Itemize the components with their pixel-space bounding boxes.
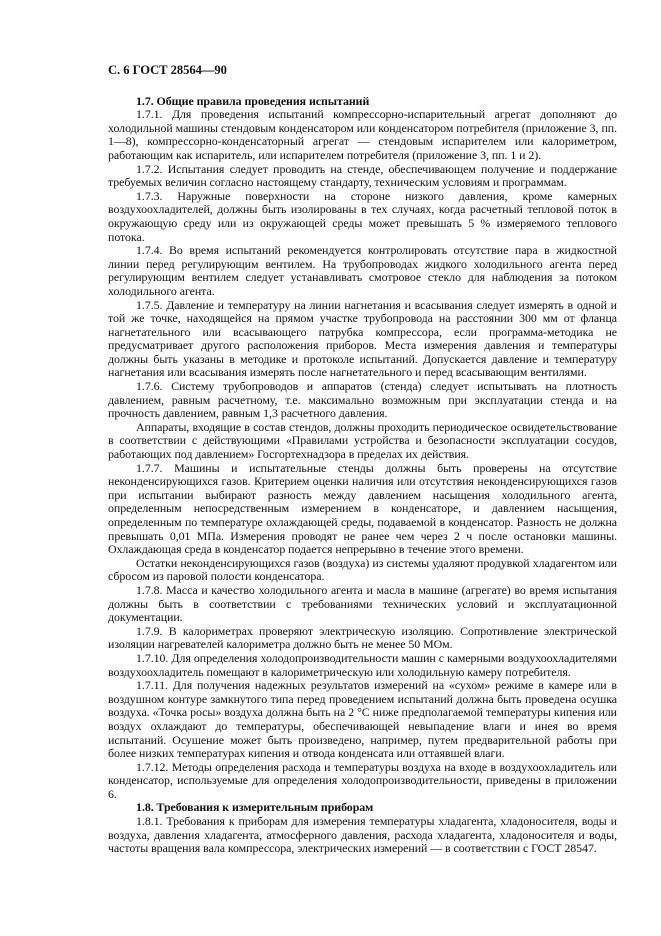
paragraph-1-7-6-apparatus: Аппараты, входящие в состав стендов, должны проходить периодическое освидетельствование в соответствии с действующими «Правилами устройства и безопасности эксплуатации сосудов, работающих под давлением» Госгортехнадзора в пределах их действия. (108, 419, 617, 462)
section-1-7-title: 1.7. Общие правила проведения испытаний (136, 93, 370, 108)
paragraph-1-7-7-residual-gases: Остатки неконденсирующихся газов (воздуха) из системы удаляют продувкой хладагентом или сбросом из паровой полости конденсатора. (108, 555, 617, 584)
paragraph-1-7-2: 1.7.2. Испытания следует проводить на стенде, обеспечивающем получение и поддержание требуемых величин согласно настоящему стандарту, техническим условиям и программам. (108, 161, 617, 190)
page-header: С. 6 ГОСТ 28564—90 (108, 63, 227, 77)
paragraph-1-7-3: 1.7.3. Наружные поверхности на стороне низкого давления, кроме камерных воздухоохладителей, должны быть изолированы в тех случаях, когда расчетный тепловой поток в окружающую среду или из окружающей среды может превышать 5 % измеряемого теплового потока. (108, 188, 617, 244)
paragraph-1-7-1: 1.7.1. Для проведения испытаний компрессорно-испарительный агрегат дополняют до холодильной машины стендовым конденсатором или конденсатором потребителя (приложение 3, пп. 1—8), компрессорно-конденсаторный агрегат — стендовым испарителем или калориметром, работающим как испаритель, или испарителем потребителя (приложение 3, пп. 1 и 2). (108, 107, 617, 162)
paragraph-1-7-11: 1.7.11. Для получения надежных результатов измерений на «сухом» режиме в камере или в воздушном контуре замкнутого типа перед проведением испытаний должна быть проведена осушка воздуха. «Точка росы» воздуха должна быть на 2 °С ниже предполагаемой температуры кипения или воздух охлаждают до температуры, обеспечивающей невыпадение влаги и инея во время испытаний. Осушение может быть произведено, например, путем предварительной работы при более низких температурах кипения и отвода конденсата или оттаявшей влаги. (108, 678, 617, 761)
paragraph-1-8-1: 1.8.1. Требования к приборам для измерения температуры хладагента, хладоносителя, воды и воздуха, давления хладагента, атмосферного давления, расхода хладагента, хладоносителя и воды, частоты вращения вала компрессора, электрических измерений — в соответствии с ГОСТ 28547. (108, 814, 617, 856)
paragraph-1-7-10: 1.7.10. Для определения холодопроизводительности машин с камерными воздухоохладителями воздухоохладитель помещают в калориметрическую или холодильную камеру потребителя. (108, 650, 617, 679)
paragraph-1-7-8: 1.7.8. Масса и качество холодильного агента и масла в машине (агрегате) во время испытания должны быть в соответствии с требованиями технических условий и эксплуатационной документации. (108, 582, 617, 625)
paragraph-1-7-7: 1.7.7. Машины и испытательные стенды должны быть проверены на отсутствие неконденсирующихся газов. Критерием оценки наличия или отсутствия неконденсирующихся газов при испытании выбирают разность между давлением насыщения холодильного агента, определенным непосредственным измерением в конденсаторе, и давлением насыщения, определенным по температуре охлаждающей среды, подаваемой в конденсатор. Разность не должна превышать 0,01 МПа. Измерения проводят не ранее чем через 2 ч после остановки машины. Охлаждающая среда в конденсатор подается непрерывно в течение этого времени. (108, 460, 617, 557)
paragraph-1-7-9: 1.7.9. В калориметрах проверяют электрическую изоляцию. Сопротивление электрической изоляции нагревателей калориметра должно быть не менее 50 МОм. (108, 623, 617, 652)
paragraph-1-7-5: 1.7.5. Давление и температуру на линии нагнетания и всасывания следует измерять в одной и той же точке, находящейся на прямом участке трубопровода на расстоянии 300 мм от фланца нагнетательного или всасывающего патрубка компрессора, если программа-методика не предусматривает другого расположения приборов. Места измерения давления и температуры должны быть указаны в методике и протоколе испытаний. Допускается давление и температуру нагнетания или всасывания измерять после нагнетательного и перед всасывающим вентилями. (108, 297, 617, 380)
paragraph-1-7-12: 1.7.12. Методы определения расхода и температуры воздуха на входе в воздухоохладитель или конденсатор, используемые для определения холодопроизводительности, приведены в приложении 6. (108, 759, 617, 801)
section-1-8-title: 1.8. Требования к измерительным приборам (136, 800, 374, 815)
paragraph-1-7-4: 1.7.4. Во время испытаний рекомендуется контролировать отсутствие пара в жидкостной линии перед регулирующим вентилем. На трубопроводах жидкого холодильного агента перед регулирующим вентилем следует устанавливать смотровое стекло для наблюдения за потоком холодильного агента. (108, 243, 617, 298)
paragraph-1-7-6: 1.7.6. Систему трубопроводов и аппаратов (стенда) следует испытывать на плотность давлением, равным расчетному, т.е. максимально возможным при эксплуатации стенда и на прочность давлением, равным 1,3 расчетного давления. (108, 379, 617, 421)
